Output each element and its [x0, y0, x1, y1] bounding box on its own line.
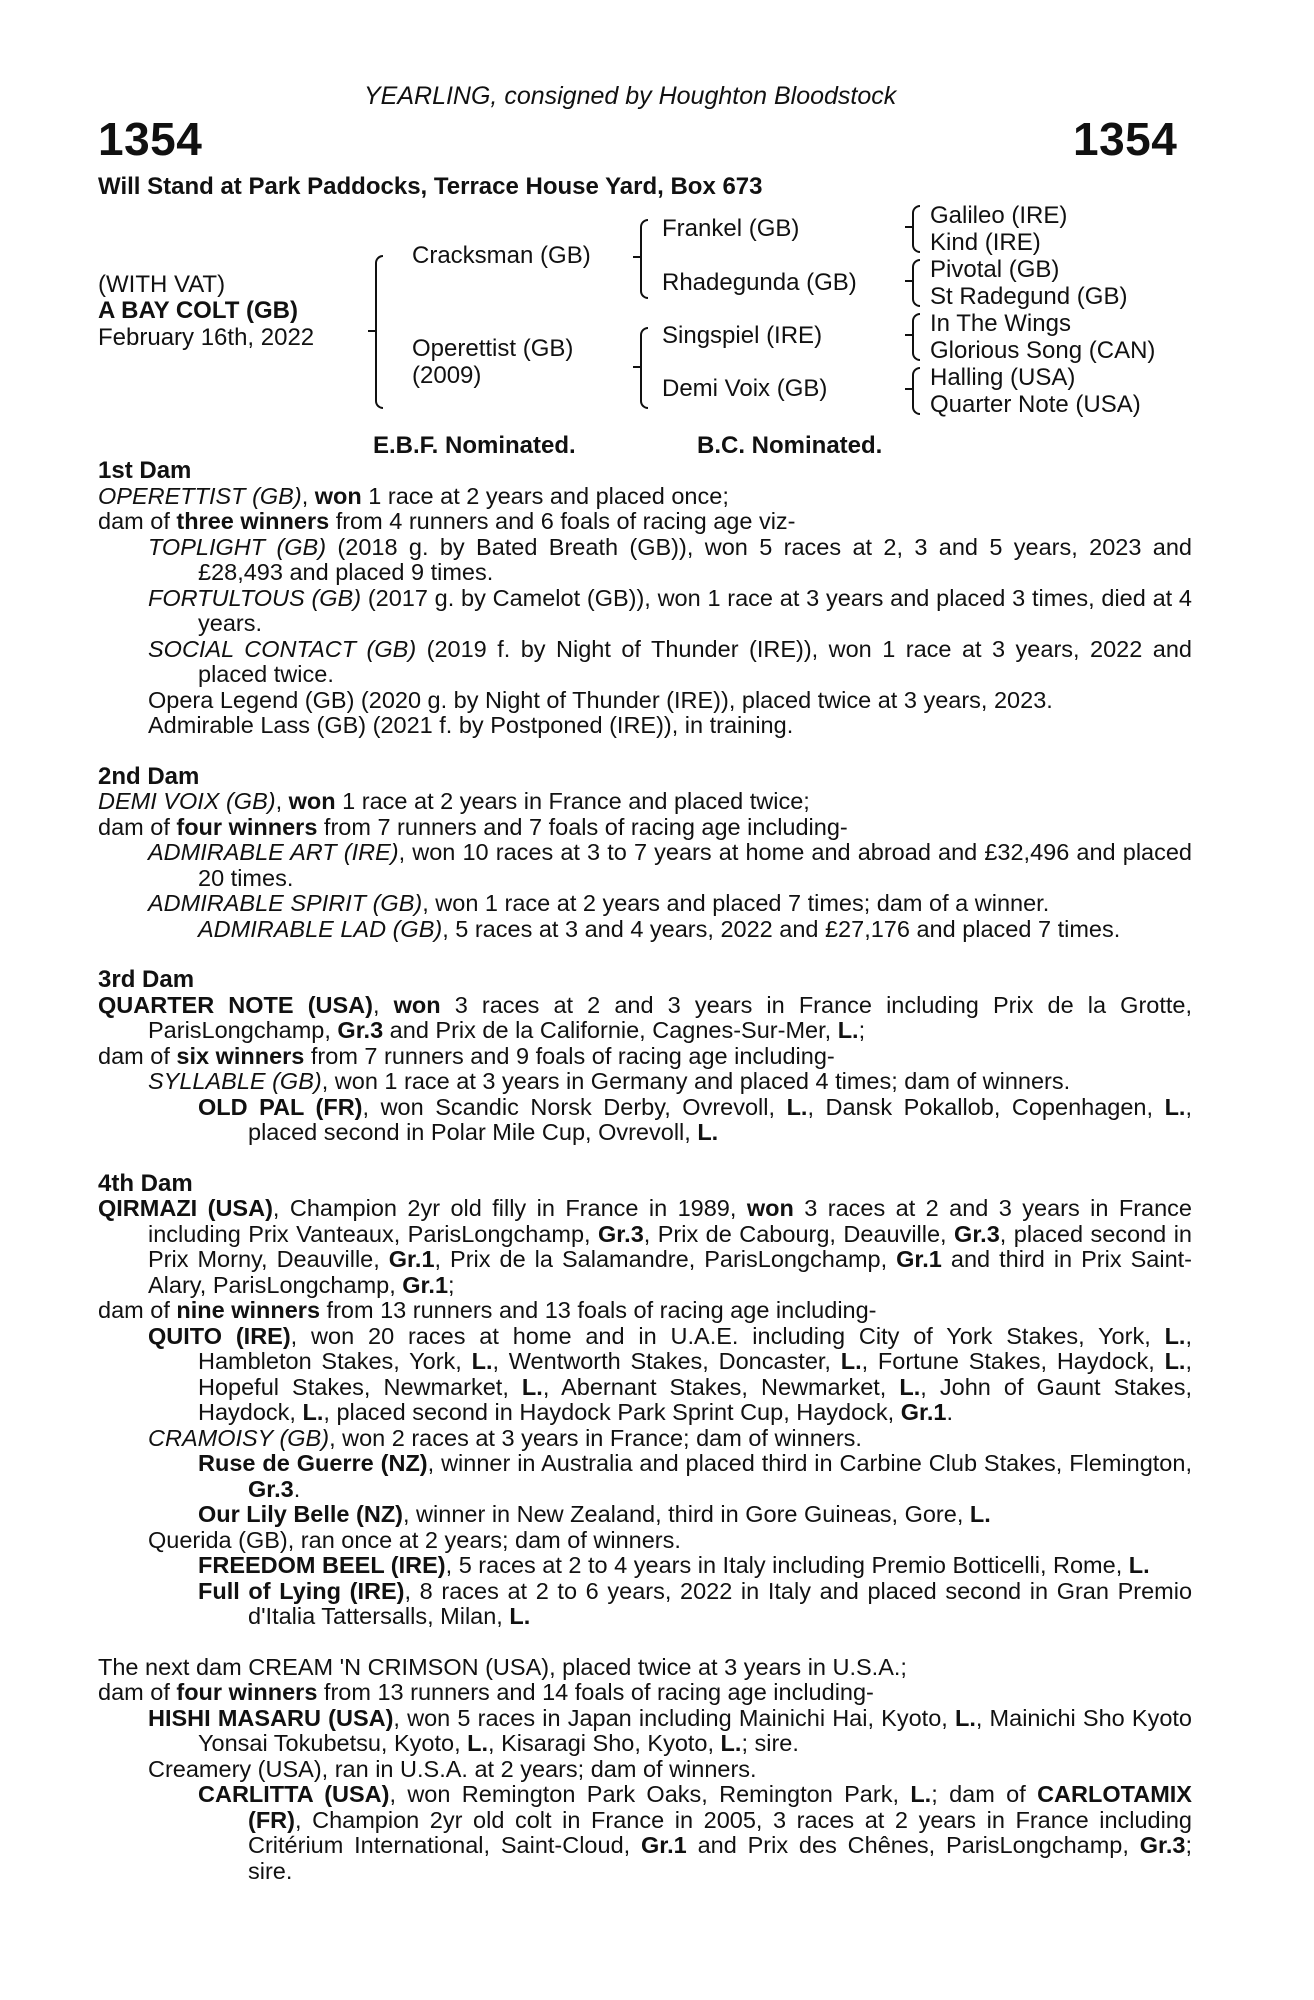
dam4-winners: nine winners: [176, 1297, 321, 1323]
offspring-record: , John of Gaunt Stakes, Haydock,: [198, 1373, 1192, 1425]
dam2-offspring: [98, 840, 1192, 891]
sd-sire: Pivotal (GB): [930, 256, 1060, 283]
dam1-race-record: [98, 484, 1192, 510]
dam4-text: and third in Prix Saint-Alary, ParisLongchamp,: [148, 1246, 1192, 1298]
dam1-offspring: [98, 535, 1192, 586]
offspring-record: , won 20 races at home and in U.A.E. including City of York Stakes, York,: [290, 1322, 1165, 1349]
offspring-record: , Dansk Pokallob, Copenhagen,: [807, 1093, 1165, 1120]
dam1-name: OPERETTIST (GB): [98, 482, 302, 509]
offspring-name: OLD PAL (FR): [198, 1093, 363, 1120]
dam4-text: , Prix de Cabourg, Deauville,: [643, 1220, 955, 1247]
dam3-winners: six winners: [176, 1042, 305, 1069]
dam1-offspring: Admirable Lass (GB) (2021 f. by Postponed (IRE)), in training.: [148, 712, 794, 738]
dam2-text: ,: [275, 788, 289, 814]
next-dam-record: The next dam CREAM 'N CRIMSON (USA), placed twice at 3 years in U.S.A.;: [98, 1653, 907, 1680]
dam2-grand-offspring: [98, 917, 1192, 943]
race-grade: L.: [521, 1373, 543, 1400]
dam3-won: won: [393, 991, 441, 1018]
race-grade: Gr.1: [388, 1246, 435, 1272]
offspring-name: Ruse de Guerre (NZ): [198, 1450, 428, 1476]
race-grade: L.: [840, 1348, 862, 1374]
dam4-offspring: [98, 1426, 1192, 1452]
dam3-text: ,: [372, 991, 394, 1018]
offspring-record: , Mainichi Sho Kyoto Yonsai Tokubetsu, Kyoto,: [198, 1704, 1192, 1756]
dam4-won: won: [746, 1195, 794, 1221]
offspring-name: HISHI MASARU (USA): [148, 1704, 394, 1731]
dam3-race-record: [98, 993, 1192, 1044]
offspring-name: FREEDOM BEEL (IRE): [198, 1552, 446, 1578]
stand-location: Will Stand at Park Paddocks, Terrace House Yard, Box 673: [98, 173, 763, 200]
race-grade: L.: [720, 1730, 742, 1756]
dam1-text: ,: [301, 482, 315, 509]
race-grade: Gr.3: [954, 1220, 1000, 1247]
offspring-record: .: [293, 1475, 301, 1502]
dam4-text: , Prix de la Salamandre, ParisLongchamp,: [434, 1246, 897, 1272]
race-grade: Gr.1: [402, 1271, 449, 1298]
offspring-record: , won Remington Park Oaks, Remington Park,: [389, 1781, 911, 1807]
produce-record: [98, 458, 1192, 1884]
bc-nomination: B.C. Nominated.: [697, 432, 883, 459]
offspring-record: , 8 races at 2 to 6 years, 2022 in Italy and placed second in Gran Premio d'Italia Tattersalls, Milan,: [248, 1577, 1193, 1629]
dam1-offspring: [98, 586, 1192, 637]
dam4-race-record: [98, 1196, 1192, 1298]
race-grade: Gr.1: [896, 1246, 942, 1272]
dam1-produce-summary: [98, 509, 1192, 535]
dam3-text: 3 races at 2 and 3 years in France including Prix de la Grotte, ParisLongchamp,: [148, 991, 1193, 1043]
dd-dam: Quarter Note (USA): [930, 391, 1141, 418]
consignor-line: YEARLING, consigned by Houghton Bloodstock: [364, 82, 897, 110]
dam3-name: QUARTER NOTE (USA): [98, 991, 373, 1018]
offspring-name: TOPLIGHT (GB): [148, 533, 327, 560]
offspring-name: ADMIRABLE LAD (GB): [198, 915, 443, 942]
offspring-record: , winner in Australia and placed third in Carbine Club Stakes, Flemington,: [427, 1450, 1192, 1476]
race-grade: L.: [1164, 1348, 1186, 1374]
race-grade: Gr.1: [641, 1832, 687, 1858]
offspring-record: (2019 f. by Night of Thunder (IRE)), won 1 race at 3 years, 2022 and placed twice.: [198, 635, 1192, 687]
dam1-offspring: [98, 637, 1192, 688]
dam4-text: ;: [448, 1271, 455, 1298]
offspring-record: , Wentworth Stakes, Doncaster,: [492, 1348, 841, 1374]
dam1-heading: 1st Dam: [98, 457, 192, 484]
dam1-offspring: Opera Legend (GB) (2020 g. by Night of Thunder (IRE)), placed twice at 3 years, 2023.: [148, 686, 1053, 713]
offspring-name: Our Lily Belle (NZ): [198, 1501, 403, 1527]
dam4-text: dam of: [98, 1297, 177, 1323]
race-grade: Gr.3: [1139, 1832, 1186, 1858]
dam: Operettist (GB): [412, 335, 574, 362]
race-grade: L.: [899, 1373, 921, 1400]
offspring-record: , Kisaragi Sho, Kyoto,: [488, 1730, 721, 1756]
dam3-text: dam of: [98, 1042, 177, 1069]
dam4-heading: 4th Dam: [98, 1169, 193, 1197]
race-grade: L.: [509, 1603, 531, 1629]
pedigree-brace-ss: [912, 205, 920, 253]
sire: Cracksman (GB): [412, 242, 591, 269]
vat-note: (WITH VAT): [98, 271, 226, 298]
dam2-text: 1 race at 2 years in France and placed twice;: [335, 788, 810, 814]
offspring-record: and Prix des Chênes, ParisLongchamp,: [686, 1832, 1140, 1858]
pedigree-brace-sire-notch: [633, 256, 641, 258]
dam3-grand-offspring: [98, 1095, 1192, 1146]
pedigree-brace-dam: [640, 327, 648, 409]
dam4-grand-offspring: [98, 1502, 1192, 1528]
sire-sire: Frankel (GB): [662, 215, 800, 242]
pedigree-brace-dd: [912, 367, 920, 415]
offspring-record: , won 2 races at 3 years in France; dam of winners.: [329, 1424, 862, 1451]
pedigree-brace-dam-notch: [633, 366, 641, 368]
dam4-grand-offspring: [98, 1553, 1192, 1579]
dam4-text: , Champion 2yr old filly in France in 1989,: [272, 1195, 747, 1221]
dam4-text: , placed second in Prix Morny, Deauville,: [148, 1220, 1192, 1272]
dam3-text: from 7 runners and 9 foals of racing age including-: [304, 1042, 835, 1069]
offspring-record: ; sire.: [248, 1832, 1193, 1884]
dam3-heading: 3rd Dam: [98, 966, 195, 993]
offspring-record: , winner in New Zealand, third in Gore Guineas, Gore,: [403, 1501, 970, 1527]
offspring-name: CRAMOISY (GB): [148, 1424, 330, 1451]
dam-sire: Singspiel (IRE): [662, 322, 823, 349]
offspring-name: CARLITTA (USA): [198, 1781, 390, 1807]
next-dam-produce-summary: [98, 1680, 1192, 1706]
offspring-record: , Champion 2yr old colt in France in 2005, 3 races at 2 years in France including Critérium International, Saint-Cloud,: [248, 1806, 1192, 1858]
horse-name: A BAY COLT (GB): [98, 297, 299, 324]
lot-number-left: 1354: [98, 113, 203, 165]
offspring-record: ; sire.: [741, 1730, 799, 1756]
dam4-offspring: Querida (GB), ran once at 2 years; dam of winners.: [148, 1526, 681, 1553]
offspring-name: SOCIAL CONTACT (GB): [148, 635, 417, 662]
next-dam-offspring: [98, 1706, 1192, 1757]
race-grade: L.: [969, 1501, 991, 1527]
ss-dam: Kind (IRE): [930, 229, 1041, 256]
dam1-winners: three winners: [176, 508, 330, 534]
next-dam-text: from 13 runners and 14 foals of racing age including-: [317, 1679, 874, 1705]
pedigree-brace-ss-notch: [905, 226, 913, 228]
offspring-record: , won 1 race at 2 years and placed 7 times; dam of a winner.: [422, 890, 1050, 916]
dam1-won: won: [314, 482, 362, 509]
dam1-text: from 4 runners and 6 foals of racing age viz-: [329, 508, 796, 534]
offspring-name: FORTULTOUS (GB): [148, 584, 362, 611]
race-grade: L.: [837, 1017, 859, 1043]
next-dam-offspring: Creamery (USA), ran in U.S.A. at 2 years; dam of winners.: [148, 1755, 757, 1782]
offspring-record: , placed second in Haydock Park Sprint Cup, Haydock,: [323, 1399, 901, 1425]
ds-dam: Glorious Song (CAN): [930, 337, 1156, 364]
offspring-record: , Hambleton Stakes, York,: [198, 1322, 1192, 1374]
dam-dam: Demi Voix (GB): [662, 375, 828, 402]
dam1-text: dam of: [98, 508, 177, 534]
race-grade: Gr.1: [900, 1399, 947, 1425]
dam4-text: 3 races at 2 and 3 years in France including Prix Vanteaux, ParisLongchamp,: [148, 1195, 1192, 1247]
offspring-record: , won 1 race at 3 years in Germany and placed 4 times; dam of winners.: [321, 1068, 1071, 1094]
offspring-record: , 5 races at 2 to 4 years in Italy including Premio Botticelli, Rome,: [445, 1552, 1129, 1578]
dam3-text: and Prix de la Californie, Cagnes-Sur-Mer,: [383, 1017, 838, 1043]
ds-sire: In The Wings: [930, 310, 1071, 337]
race-grade: L.: [471, 1348, 493, 1374]
race-grade: Gr.3: [598, 1220, 644, 1247]
offspring-name: CARLOTAMIX (FR): [248, 1781, 1192, 1833]
pedigree-brace-sd-notch: [905, 280, 913, 282]
offspring-record: , Abernant Stakes, Newmarket,: [542, 1373, 900, 1400]
dam2-name: DEMI VOIX (GB): [98, 788, 276, 814]
pedigree-brace-ds-notch: [905, 334, 913, 336]
pedigree-brace-main-notch: [368, 330, 376, 332]
pedigree-brace-sd: [912, 259, 920, 307]
dam2-heading: 2nd Dam: [98, 762, 200, 790]
ebf-nomination: E.B.F. Nominated.: [373, 432, 576, 459]
offspring-name: QUITO (IRE): [148, 1322, 291, 1349]
offspring-name: ADMIRABLE ART (IRE): [148, 839, 399, 865]
offspring-record: , won 5 races in Japan including Mainichi Hai, Kyoto,: [393, 1704, 955, 1731]
offspring-record: , won 10 races at 3 to 7 years at home and abroad and £32,496 and placed 20 times.: [198, 839, 1192, 891]
race-grade: L.: [467, 1730, 489, 1756]
foaling-date: February 16th, 2022: [98, 324, 315, 351]
dam-year: (2009): [412, 362, 482, 389]
offspring-record: , Fortune Stakes, Haydock,: [861, 1348, 1165, 1374]
offspring-name: Full of Lying (IRE): [198, 1577, 405, 1604]
race-grade: L.: [954, 1704, 976, 1731]
dam2-text: from 7 runners and 7 foals of racing age including-: [317, 813, 848, 840]
pedigree-brace-ds: [912, 313, 920, 361]
dam2-produce-summary: [98, 815, 1192, 841]
race-grade: L.: [1128, 1552, 1150, 1578]
offspring-record: , Hopeful Stakes, Newmarket,: [198, 1348, 1192, 1400]
dam4-text: from 13 runners and 13 foals of racing age including-: [320, 1297, 877, 1323]
offspring-record: , won Scandic Norsk Derby, Ovrevoll,: [362, 1093, 787, 1120]
next-dam-winners: four winners: [176, 1679, 318, 1705]
sd-dam: St Radegund (GB): [930, 283, 1128, 310]
offspring-name: ADMIRABLE SPIRIT (GB): [148, 890, 423, 916]
ss-sire: Galileo (IRE): [930, 202, 1068, 229]
race-grade: L.: [302, 1399, 324, 1425]
dd-sire: Halling (USA): [930, 364, 1076, 391]
offspring-record: ; dam of: [931, 1781, 1038, 1807]
dam4-offspring: [98, 1324, 1192, 1426]
dam4-grand-offspring: [98, 1451, 1192, 1502]
pedigree-brace-sire: [640, 219, 648, 299]
dam3-text: ;: [858, 1017, 866, 1043]
dam3-produce-summary: [98, 1044, 1192, 1070]
race-grade: L.: [1164, 1322, 1186, 1349]
race-grade: Gr.3: [337, 1017, 384, 1043]
dam2-won: won: [288, 788, 336, 814]
dam1-text: 1 race at 2 years and placed once;: [361, 482, 729, 509]
race-grade: Gr.3: [248, 1475, 294, 1502]
dam2-offspring: [98, 891, 1192, 917]
offspring-record: .: [946, 1399, 954, 1425]
offspring-name: SYLLABLE (GB): [148, 1068, 322, 1094]
dam2-text: dam of: [98, 813, 177, 840]
dam4-grand-offspring: [98, 1579, 1192, 1630]
race-grade: L.: [786, 1093, 808, 1120]
dam2-race-record: [98, 789, 1192, 815]
offspring-record: (2017 g. by Camelot (GB)), won 1 race at 3 years and placed 3 times, died at 4 years.: [198, 584, 1193, 636]
sire-dam: Rhadegunda (GB): [662, 269, 857, 296]
dam2-winners: four winners: [176, 813, 318, 840]
pedigree-brace-main: [375, 255, 383, 409]
offspring-record: , 5 races at 3 and 4 years, 2022 and £27,176 and placed 7 times.: [442, 915, 1121, 942]
dam3-offspring: [98, 1069, 1192, 1095]
next-dam-grand-offspring: [98, 1782, 1192, 1884]
pedigree-brace-dd-notch: [905, 388, 913, 390]
dam4-name: QIRMAZI (USA): [98, 1195, 273, 1221]
offspring-record: (2018 g. by Bated Breath (GB)), won 5 races at 2, 3 and 5 years, 2023 and £28,493 and placed 9 times.: [198, 533, 1192, 585]
dam4-produce-summary: [98, 1298, 1192, 1324]
race-grade: L.: [697, 1119, 719, 1145]
next-dam-text: dam of: [98, 1679, 177, 1705]
race-grade: L.: [910, 1781, 932, 1807]
offspring-record: , placed second in Polar Mile Cup, Ovrevoll,: [248, 1093, 1192, 1145]
lot-number-right: 1354: [1073, 113, 1178, 165]
race-grade: L.: [1164, 1093, 1186, 1120]
